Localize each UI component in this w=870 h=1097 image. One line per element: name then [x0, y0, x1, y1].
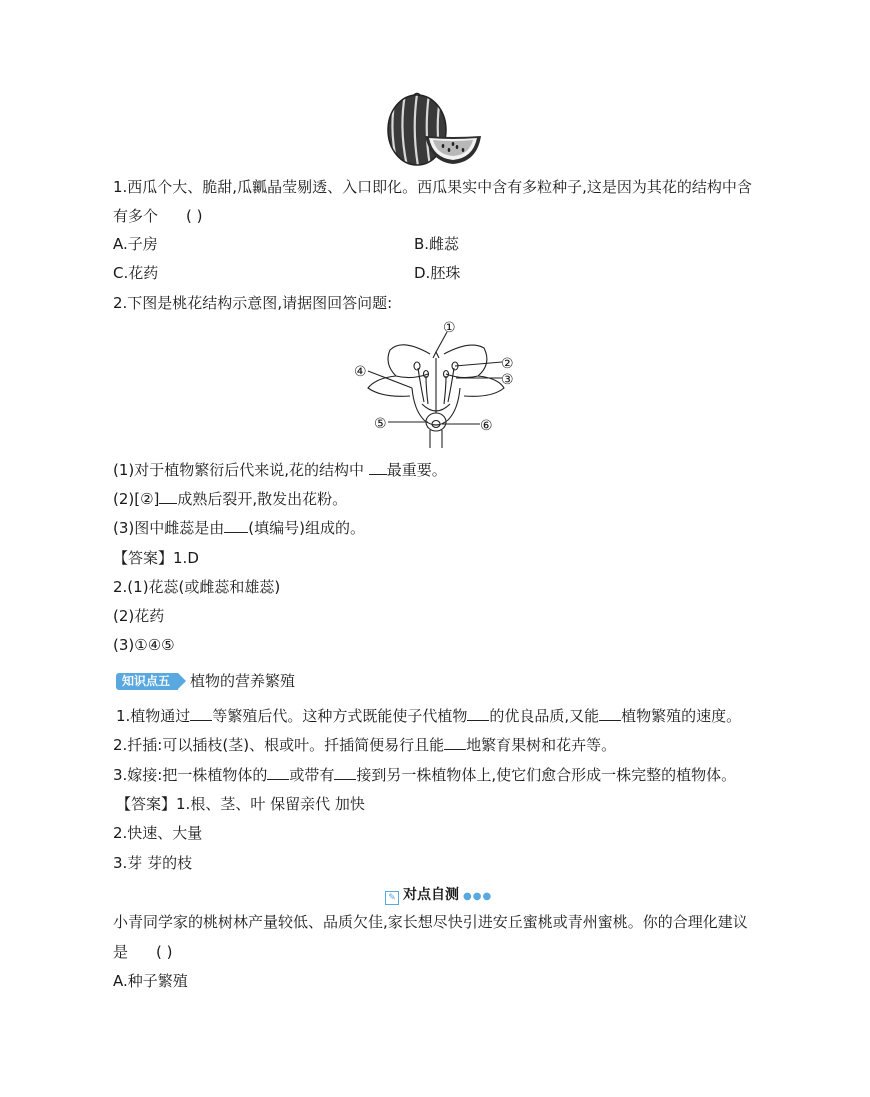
q1-text-line2: [113, 206, 203, 226]
kp5-p1-a: 1.植物通过: [116, 707, 191, 725]
answer1-line4: (3)①④⑤: [113, 636, 175, 654]
peach-flower-diagram: [352, 318, 522, 450]
q2-sub2-after: 成熟后裂开,散发出花粉。: [177, 490, 348, 508]
q2-sub2-blank: [159, 489, 177, 504]
kp5-p2-b: 地繁育果树和花卉等。: [466, 736, 617, 754]
kp5-title: 植物的营养繁殖: [190, 672, 296, 690]
diagram-label-2: ②: [501, 356, 514, 372]
kp5-p3-blank2: [334, 765, 356, 780]
selftest-option-a: A.种子繁殖: [113, 972, 188, 990]
kp5-p1-blank1: [190, 706, 212, 721]
diagram-label-6: ⑥: [480, 418, 493, 434]
answer1-line3: (2)花药: [113, 607, 165, 625]
watermelon-figure: [385, 92, 485, 168]
q2-sub1: [113, 460, 447, 480]
answer2-text1: 1.根、茎、叶 保留亲代 加快: [176, 795, 365, 813]
diagram-label-3: ③: [501, 372, 514, 388]
q2-sub3-after: (填编号)组成的。: [248, 519, 365, 537]
kp5-p3-b: 或带有: [289, 766, 335, 784]
q1-text-line1: 1.西瓜个大、脆甜,瓜瓤晶莹剔透、入口即化。西瓜果实中含有多粒种子,这是因为其花的结构中含: [113, 178, 752, 196]
q2-sub3: [113, 518, 365, 538]
diagram-label-1: ①: [443, 320, 456, 336]
kp5-p1-b: 等繁殖后代。这种方式既能使子代植物: [212, 707, 468, 725]
kp5-p3-a: 3.嫁接:把一株植物体的: [113, 766, 268, 784]
answer2-line1: [116, 794, 365, 814]
diagram-label-4: ④: [354, 364, 367, 380]
selftest-header: [385, 884, 492, 905]
selftest-line2: [113, 942, 173, 962]
kp5-p2-blank: [444, 735, 466, 750]
q2-sub1-after: 最重要。: [386, 461, 447, 479]
answer1-line2: 2.(1)花蕊(或雌蕊和雄蕊): [113, 578, 281, 596]
kp5-p1: [116, 706, 741, 726]
q1-option-b: B.雌蕊: [414, 235, 460, 253]
kp5-p1-c: 的优良品质,又能: [489, 707, 600, 725]
kp5-p3: [113, 765, 736, 785]
q2-sub1-before: (1)对于植物繁衍后代来说,花的结构中: [113, 461, 369, 479]
q1-option-c: C.花药: [113, 264, 159, 282]
answer1-text1: 1.D: [173, 549, 199, 567]
q1-option-d: D.胚珠: [414, 264, 461, 282]
kp5-p3-c: 接到另一株植物体上,使它们愈合形成一株完整的植物体。: [356, 766, 737, 784]
answer2-line3: 3.芽 芽的枝: [113, 854, 193, 872]
q1-text-line2-lead: 有多个: [113, 207, 159, 225]
kp5-p1-blank2: [467, 706, 489, 721]
kp5-p2-a: 2.扦插:可以插枝(茎)、根或叶。扦插简便易行且能: [113, 736, 445, 754]
answer1-line1: [113, 548, 199, 568]
dots-icon: ●●●: [463, 891, 493, 902]
answer2-title: 【答案】: [116, 795, 177, 813]
q1-option-a: A.子房: [113, 235, 158, 253]
q2-sub3-before: (3)图中雌蕊是由: [113, 519, 225, 537]
answer2-line2: 2.快速、大量: [113, 824, 203, 842]
selftest-title: 对点自测: [403, 887, 459, 903]
diagram-label-5: ⑤: [374, 416, 387, 432]
q1-answer-paren: ( ): [186, 207, 203, 225]
q2-intro: 2.下图是桃花结构示意图,请据图回答问题:: [113, 294, 393, 312]
kp5-header: [116, 671, 295, 691]
answer1-title: 【答案】: [113, 549, 174, 567]
pen-icon: ✎: [385, 891, 399, 905]
kp5-p2: [113, 735, 616, 755]
selftest-answer-paren: ( ): [156, 943, 173, 961]
q2-sub3-blank: [224, 518, 248, 533]
q2-sub2: [113, 489, 347, 509]
selftest-line1: 小青同学家的桃树林产量较低、品质欠佳,家长想尽快引进安丘蜜桃或青州蜜桃。你的合理化建议: [113, 913, 748, 931]
q2-sub1-blank: [369, 460, 387, 475]
kp5-p1-d: 植物繁殖的速度。: [621, 707, 742, 725]
kp5-p1-blank3: [599, 706, 621, 721]
selftest-line2-lead: 是: [113, 943, 129, 961]
kp5-p3-blank1: [267, 765, 289, 780]
q2-sub2-before: (2)[②]: [113, 490, 160, 508]
kp5-tag: 知识点五: [116, 673, 178, 690]
